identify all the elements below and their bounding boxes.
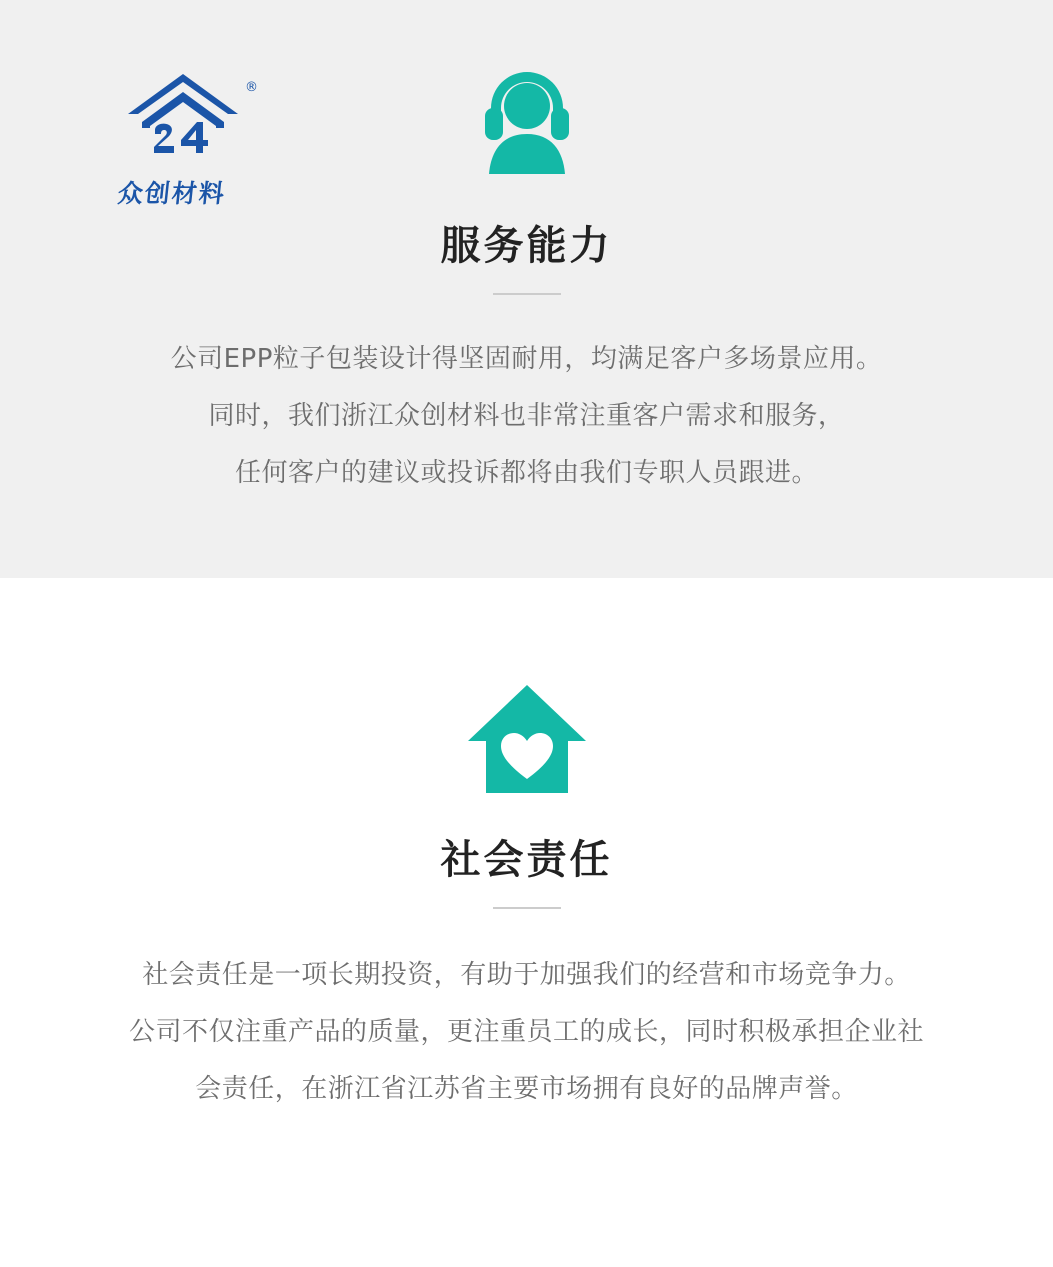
section-service-capability — [0, 0, 1053, 578]
body-line: 同时，我们浙江众创材料也非常注重客户需求和服务， — [208, 401, 845, 431]
title-divider — [493, 293, 561, 295]
house-with-heart-icon — [0, 683, 1053, 793]
headset-support-agent-icon — [0, 60, 1053, 180]
registered-mark: ® — [245, 80, 258, 95]
brand-name: 众创材料 — [116, 179, 228, 208]
card-title-service: 服务能力 — [440, 223, 613, 269]
body-line: 会责任，在浙江省江苏省主要市场拥有良好的品牌声誉。 — [195, 1074, 858, 1104]
body-line: 公司EPP粒子包装设计得坚固耐用，均满足客户多场景应用。 — [170, 344, 883, 374]
card-body-social — [0, 947, 1053, 1118]
card-body-service — [0, 331, 1053, 502]
body-line: 公司不仅注重产品的质量，更注重员工的成长，同时积极承担企业社 — [128, 1017, 924, 1047]
section-social-responsibility — [0, 578, 1053, 1267]
body-line: 社会责任是一项长期投资，有助于加强我们的经营和市场竞争力。 — [142, 960, 911, 990]
title-divider — [493, 907, 561, 909]
card-social-responsibility — [0, 683, 1053, 1118]
card-service-capability — [0, 60, 1053, 502]
body-line: 任何客户的建议或投诉都将由我们专职人员跟进。 — [234, 458, 818, 488]
card-title-social: 社会责任 — [440, 837, 613, 883]
